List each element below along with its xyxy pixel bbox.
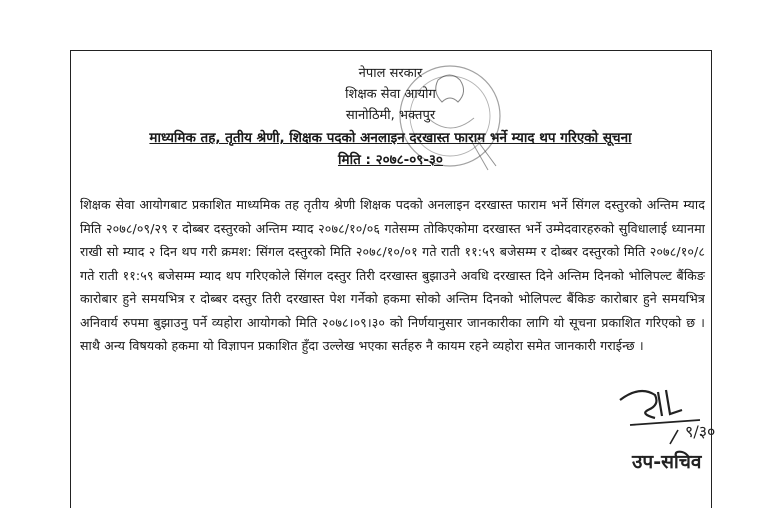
org-name: शिक्षक सेवा आयोग	[345, 87, 436, 102]
notice-body: शिक्षक सेवा आयोगबाट प्रकाशित माध्यमिक तह तृतीय श्रेणी शिक्षक पदको अनलाइन दरखास्त फाराम भर्ने सिंगल दस्तुरको अन्तिम म्याद मिति २०७८/०९/२९ र दोब्बर दस्तुरको अन्तिम म्याद २०७८/१०/०६ गतेसम्म तोकिएकोमा दरखास्त भर्ने उम्मेदवारहरुको सुविधालाई ध्यानमा राखी सो म्याद २ दिन थप गरी क्रमश: सिंगल दस्तुरको मिति २०७८/१०/०१ गते राती ११:५९ बजेसम्म र दोब्बर दस्तुरको मिति २०७८/१०/८ गते राती ११:५९ बजेसम्म म्याद थप गरिएकोले सिंगल दस्तुर तिरी दरखास्त बुझाउने अवधि दरखास्त दिने अन्तिम दिनको भोलिपल्ट बैंकिङ कारोबार हुने समयभित्र र दोब्बर दस्तुर तिरी दरखास्त पेश गर्नेको हकमा सोको अन्तिम दिनको भोलिपल्ट बैंकिङ कारोबार हुने समयभित्र अनिवार्य रुपमा बुझाउनु पर्ने व्यहोरा आयोगको मिति २०७८।०९।३० को निर्णयानुसार जानकारीका लागि यो सूचना प्रकाशित गरिएको छ । साथै अन्य विषयको हकमा यो विज्ञापन प्रकाशित हुँदा उल्लेख भएका सर्तहरु नै कायम रहने व्यहोरा समेत जानकारी गराईन्छ ।	[80, 197, 705, 353]
notice-title: माध्यमिक तह, तृतीय श्रेणी, शिक्षक पदको अनलाइन दरखास्त फाराम भर्ने म्याद थप गरिएको सूचना	[149, 130, 632, 146]
signature-date: ९/३०	[685, 422, 716, 441]
notice-date: मिति : २०७८-०९-३०	[338, 152, 443, 168]
org-country: नेपाल सरकार	[358, 66, 423, 81]
org-address: सानोठिमी, भक्तपुर	[345, 108, 436, 123]
signatory-designation: उप-सचिव	[632, 451, 702, 473]
